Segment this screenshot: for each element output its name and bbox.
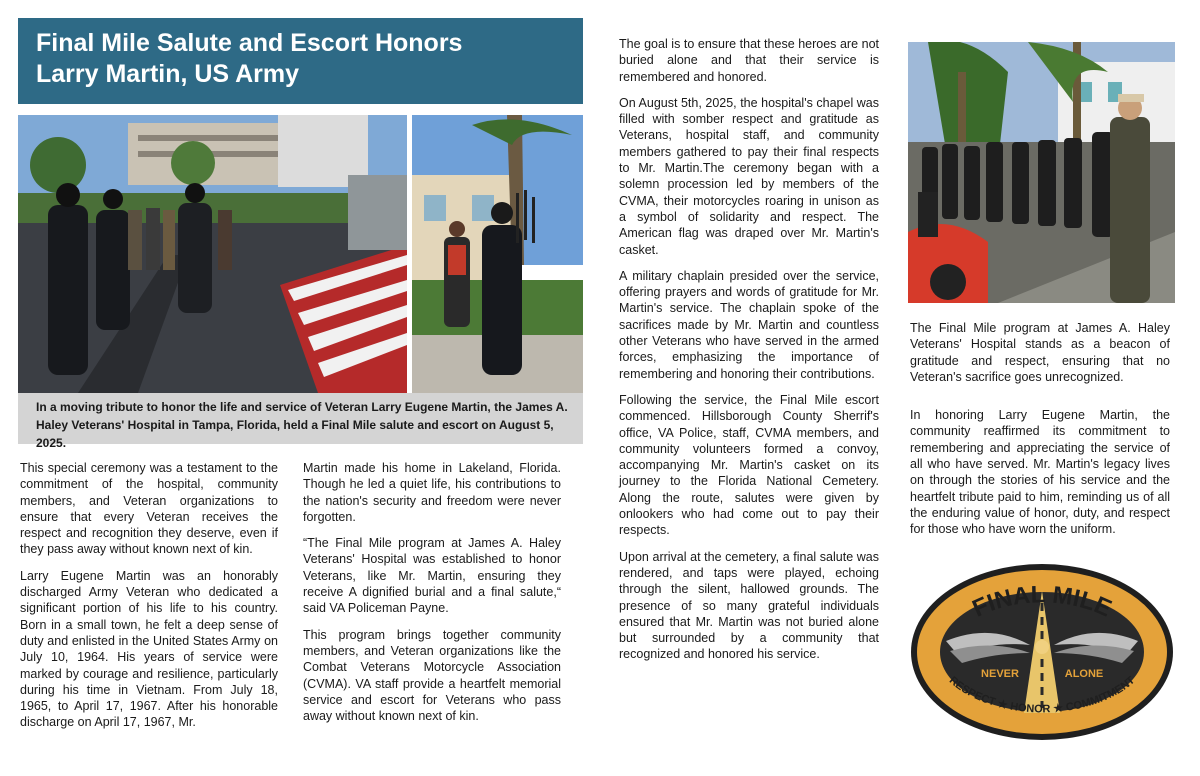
paragraph: Upon arrival at the cemetery, a final salute was rendered, and taps were played, echoing through the silent, hallowed grounds. The presence of so many grateful individuals ensured that Mr. Martin was not buried alone but surrounded by a community that recognized and honored his service. bbox=[619, 549, 879, 662]
article-column-4 bbox=[910, 320, 1170, 548]
title-line-1: Final Mile Salute and Escort Honors bbox=[36, 29, 463, 57]
paragraph: Martin made his home in Lakeland, Florida. Though he led a quiet life, his contributions to the nation's security and freedom were never forgotten. bbox=[303, 461, 561, 524]
photo-bagpiper bbox=[412, 115, 583, 393]
paragraph: The goal is to ensure that these heroes are not buried alone and that their service is remembered and honored. bbox=[619, 37, 879, 84]
final-mile-patch-logo bbox=[910, 563, 1174, 741]
paragraph: Larry Eugene Martin was an honorably discharged Army Veteran who dedicated a significant portion of his life to his country. Born in a small town, he felt a deep sense of duty and enlisted in the United States Army on July 10, 1964. His years of service were marked by courage and resilience, particularly during his time in Vietnam. From July 18, 1965, to April 17, 1967. After his honorable discharge on April 17, 1967, Mr. bbox=[20, 568, 278, 730]
paragraph: This special ceremony was a testament to the commitment of the hospital, community members, and Veteran organizations to ensure that every Veteran receives the respect and recognition they deserve, even if they pass away without known next of kin. bbox=[20, 461, 278, 557]
photo-officers-salute bbox=[18, 115, 407, 393]
photo-veterans-lineup bbox=[908, 42, 1175, 303]
paragraph: This program brings together community members, and Veteran organizations like the Combat Veterans Motorcycle Association (CVMA). VA staff provide a heartfelt memorial service and escort for Veterans who pass away without known next of kin. bbox=[303, 627, 561, 724]
paragraph: The Final Mile program at James A. Haley Veterans' Hospital stands as a beacon of gratitude and respect, ensuring that no Veteran's sacrifice goes unrecognized. bbox=[910, 321, 1170, 384]
patch-never-text: NEVER bbox=[981, 668, 1019, 680]
patch-bottom-text: RESPECT ★ HONOR ★ COMMITMENT bbox=[946, 674, 1138, 716]
patch-top-text: FINAL MILE bbox=[968, 581, 1116, 623]
title-line-2: Larry Martin, US Army bbox=[36, 60, 300, 88]
photo-caption: In a moving tribute to honor the life and service of Veteran Larry Eugene Martin, the James A. Haley Veterans' Hospital in Tampa, Florida, held a Final Mile salute and escort on August 5, 2025. bbox=[18, 393, 583, 444]
paragraph: In honoring Larry Eugene Martin, the community reaffirmed its commitment to remembering and appreciating the service of all who have served. Mr. Martin's legacy lives on through the stories of his service and the heartfelt tribute paid to him, reminding us of all the enduring value of honor, duty, and respect for those who have worn the uniform. bbox=[910, 408, 1170, 537]
paragraph: Following the service, the Final Mile escort commenced. Hillsborough County Sherrif's office, VA Police, staff, CVMA members, and community volunteers formed a convoy, accompanying Mr. Martin's casket on its journey to the Florida National Cemetery. Along the route, salutes were given by onlookers who had come out to pay their respects. bbox=[619, 392, 879, 538]
article-column-1 bbox=[20, 460, 278, 741]
paragraph: A military chaplain presided over the service, offering prayers and words of gratitude for Mr. Martin's service. The chaplain spoke of the sacrifices made by Mr. Martin and countless other Veterans who have served in the armed forces, emphasizing the importance of remembering and honoring their contributions. bbox=[619, 268, 879, 381]
article-column-3 bbox=[619, 36, 879, 673]
paragraph: On August 5th, 2025, the hospital's chapel was filled with somber respect and gratitude as Veterans, hospital staff, and community members gathered to pay their final respects to Mr. Martin.The ceremony began with a solemn procession led by members of the CVMA, their motorcycles roaring in unison as a symbol of solidarity and respect. The American flag was draped over Mr. Martin's casket. bbox=[619, 95, 879, 257]
patch-alone-text: ALONE bbox=[1064, 668, 1104, 680]
article-column-2 bbox=[303, 460, 561, 734]
page-title bbox=[18, 18, 583, 104]
paragraph: “The Final Mile program at James A. Haley Veterans' Hospital was established to honor Veterans, like Mr. Martin, ensuring they receive A dignified burial and a final salute,“ said VA Policeman Payne. bbox=[303, 536, 561, 616]
